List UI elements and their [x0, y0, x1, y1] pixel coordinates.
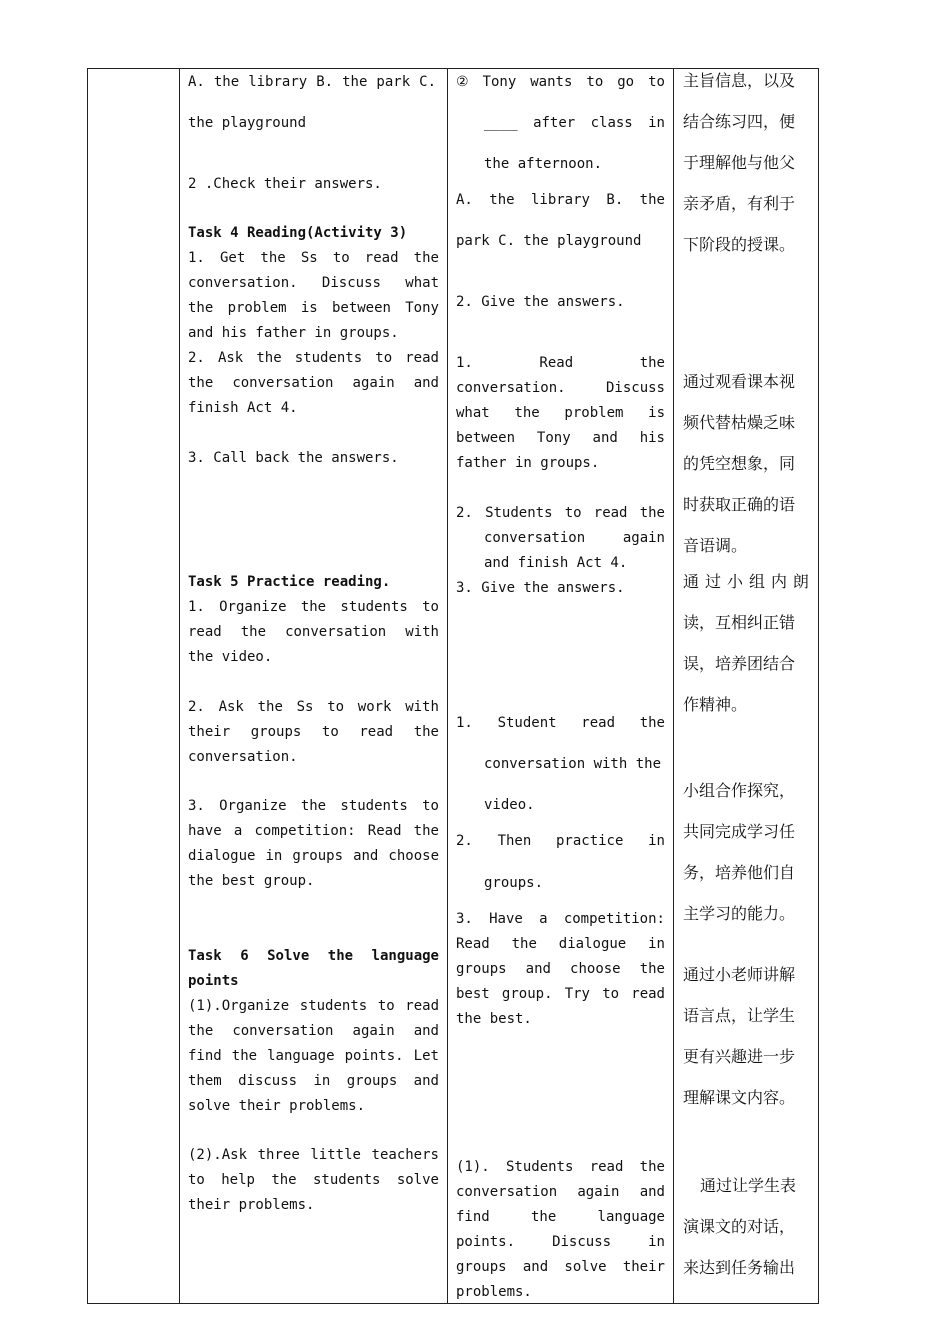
word: in — [648, 1234, 665, 1250]
word: work — [357, 699, 392, 715]
word: again — [622, 530, 665, 546]
word: 3. — [456, 911, 473, 927]
word: the — [271, 1172, 297, 1188]
text-line — [188, 1048, 439, 1064]
word: their — [188, 724, 231, 740]
word: groups — [292, 848, 343, 864]
word: and — [639, 1184, 665, 1200]
word: class — [590, 115, 633, 131]
text-line — [456, 405, 665, 421]
text-line — [456, 961, 665, 977]
word: to — [332, 250, 350, 266]
text-line: father in groups. — [456, 455, 600, 471]
word: have — [188, 823, 222, 839]
word: C. — [419, 74, 436, 90]
word: Read — [539, 355, 574, 371]
text-line — [683, 572, 809, 592]
text-line: 3. Give the answers. — [456, 580, 625, 596]
word: and — [413, 1023, 439, 1039]
word: choose — [388, 848, 439, 864]
text-line: 主学习的能力。 — [683, 904, 796, 923]
word: help — [221, 1172, 255, 1188]
word: what — [405, 275, 439, 291]
word: groups — [456, 961, 507, 977]
text-line: the best group. — [188, 873, 315, 889]
word: best — [456, 986, 490, 1002]
word: discuss — [238, 1073, 298, 1089]
word: the — [213, 74, 240, 90]
word: again — [577, 1184, 620, 1200]
text-line: 音语调。 — [683, 536, 748, 555]
text-line: solve their problems. — [188, 1098, 366, 1114]
text-line: 务，培养他们自 — [683, 863, 796, 882]
word: the — [240, 624, 267, 640]
word: the — [188, 300, 214, 316]
word: to — [422, 599, 439, 615]
text-line: 共同完成学习任 — [683, 822, 796, 841]
word: to — [648, 74, 665, 90]
text-line — [188, 275, 439, 291]
word: points. — [344, 1048, 404, 1064]
word: Ss — [296, 699, 314, 715]
text-line — [456, 936, 665, 952]
word: 1. — [188, 250, 205, 266]
word: Let — [413, 1048, 439, 1064]
word: students — [299, 998, 368, 1014]
text-line: 通过小老师讲解 — [683, 965, 796, 984]
word: 2. — [456, 833, 473, 849]
text-line: 小组合作探究， — [683, 781, 796, 800]
word: 内 — [770, 572, 787, 591]
word: students — [340, 798, 408, 814]
text-line — [456, 380, 665, 396]
text-line: 2. Give the answers. — [456, 294, 625, 310]
word: a — [233, 823, 243, 839]
word: their — [622, 1259, 665, 1275]
text-line: the afternoon. — [484, 156, 603, 172]
word: 朗 — [792, 572, 809, 591]
table-bottom-border — [87, 1303, 819, 1304]
word: the — [489, 192, 515, 208]
word: dialogue — [558, 936, 627, 952]
word: B. — [316, 74, 334, 90]
word: teachers — [371, 1147, 439, 1163]
word: 2. — [188, 350, 205, 366]
text-line — [456, 430, 665, 446]
word: the — [231, 1048, 258, 1064]
word: the — [300, 599, 327, 615]
word: the — [327, 948, 354, 964]
text-line — [188, 74, 436, 90]
word: conversation. — [188, 275, 298, 291]
text-line: the best. — [456, 1011, 532, 1027]
text-line: 于理解他与他父 — [683, 153, 796, 172]
text-line — [188, 823, 439, 839]
text-line: 2 .Check their answers. — [188, 176, 382, 192]
word: Student — [497, 715, 557, 731]
text-line: 通过观看课本视 — [683, 372, 796, 391]
word: 组 — [748, 572, 765, 591]
word: students — [340, 599, 408, 615]
text-line: the playground — [188, 115, 307, 131]
word: to — [327, 699, 345, 715]
word: library — [530, 192, 590, 208]
text-line: conversation with the — [484, 756, 662, 772]
word: Ask — [217, 350, 244, 366]
text-line — [188, 350, 439, 366]
word: Then — [497, 833, 532, 849]
word: Discuss — [605, 380, 665, 396]
word: language — [371, 948, 439, 964]
text-line — [456, 505, 665, 521]
word: Have — [489, 911, 523, 927]
text-line: 的凭空想象，同 — [683, 454, 796, 473]
text-line — [456, 1184, 665, 1200]
word: conversation — [484, 530, 586, 546]
word: to — [586, 74, 604, 90]
word: the — [514, 405, 540, 421]
word: and — [592, 430, 618, 446]
word: language — [267, 1048, 335, 1064]
word: the — [342, 74, 368, 90]
word: 1. — [456, 715, 473, 731]
word: A. — [188, 74, 205, 90]
word: students — [313, 1172, 381, 1188]
text-line: park C. the playground — [456, 233, 642, 249]
word: what — [456, 405, 490, 421]
task-6-heading — [188, 948, 439, 964]
text-line — [188, 848, 439, 864]
word: problem — [564, 405, 624, 421]
word: to — [321, 724, 339, 740]
word: Ask — [218, 699, 244, 715]
word: language — [597, 1209, 665, 1225]
word: to — [602, 986, 620, 1002]
text-line: video. — [484, 797, 535, 813]
word: Organize — [219, 599, 287, 615]
word: 过 — [704, 572, 721, 591]
word: the — [511, 936, 537, 952]
word: in — [648, 936, 665, 952]
text-line: finish Act 4. — [188, 400, 298, 416]
word: the — [530, 1209, 557, 1225]
word: after — [533, 115, 576, 131]
text-line: 3. Call back the answers. — [188, 450, 399, 466]
word: Tony — [482, 74, 517, 90]
text-line — [456, 715, 665, 731]
word: students — [294, 350, 363, 366]
text-line — [188, 724, 439, 740]
word: 3. — [188, 798, 205, 814]
word: problem — [227, 300, 287, 316]
word: ____ — [484, 115, 518, 131]
word: the — [260, 250, 286, 266]
word: conversation — [232, 1023, 334, 1039]
text-line: 结合练习四，便 — [683, 112, 796, 131]
text-line — [188, 250, 439, 266]
word: with — [405, 699, 439, 715]
text-line — [484, 530, 665, 546]
word: group. — [501, 986, 553, 1002]
task-4-heading: Task 4 Reading(Activity 3) — [188, 225, 408, 241]
word: dialogue — [188, 848, 256, 864]
word: little — [310, 1147, 361, 1163]
word: again — [352, 375, 395, 391]
text-line: 语言点，让学生 — [683, 1006, 796, 1025]
text-line — [456, 1259, 665, 1275]
word: 1. — [456, 355, 473, 371]
word: the — [300, 798, 327, 814]
word: library — [248, 74, 308, 90]
text-line — [188, 599, 439, 615]
word: 6 — [240, 948, 249, 964]
word: 2. — [456, 505, 473, 521]
text-line — [188, 624, 439, 640]
word: find — [456, 1209, 490, 1225]
word: Read — [367, 823, 402, 839]
word: in — [648, 115, 665, 131]
word: Solve — [267, 948, 310, 964]
word: Students — [485, 505, 553, 521]
word: in — [648, 833, 665, 849]
word: the — [413, 250, 439, 266]
word: go — [617, 74, 635, 90]
word: and — [413, 375, 439, 391]
word: conversation. — [456, 380, 566, 396]
word: three — [257, 1147, 300, 1163]
text-line — [188, 1073, 439, 1089]
word: Discuss — [552, 1234, 612, 1250]
word: the — [413, 724, 439, 740]
word: and — [522, 1259, 549, 1275]
column-divider-3 — [673, 68, 674, 1304]
word: to — [188, 1172, 205, 1188]
word: Discuss — [321, 275, 381, 291]
word: read — [188, 624, 222, 640]
word: A. — [456, 192, 473, 208]
text-line — [188, 1172, 439, 1188]
word: read — [359, 724, 394, 740]
word: ② — [456, 74, 469, 90]
word: the — [639, 961, 665, 977]
word: read — [631, 986, 665, 1002]
text-line: 更有兴趣进一步 — [683, 1047, 796, 1066]
word: the — [639, 1159, 665, 1175]
text-line — [456, 986, 665, 1002]
word: groups — [250, 724, 302, 740]
word: Tony — [536, 430, 571, 446]
text-line: 下阶段的授课。 — [683, 235, 796, 254]
word: Get — [219, 250, 246, 266]
word: the — [188, 375, 214, 391]
task-6-heading-cont: points — [188, 973, 239, 989]
teacher-activities-cell — [188, 69, 440, 1303]
text-line — [456, 1159, 665, 1175]
text-line — [456, 74, 665, 90]
column-divider-2 — [447, 68, 448, 1304]
stage-column-cell — [88, 69, 178, 1303]
word: conversation — [232, 375, 334, 391]
word: with — [405, 624, 439, 640]
word: B. — [606, 192, 624, 208]
word: park — [376, 74, 411, 90]
text-line: 频代替枯燥乏味 — [683, 413, 796, 432]
text-line: conversation. — [188, 749, 298, 765]
word: groups — [456, 1259, 507, 1275]
word: solve — [396, 1172, 439, 1188]
word: choose — [570, 961, 621, 977]
word: 1. — [188, 599, 205, 615]
text-line — [188, 1147, 439, 1163]
word: them — [188, 1073, 222, 1089]
word: points. — [456, 1234, 516, 1250]
text-line — [484, 115, 665, 131]
word: (1).Organize — [188, 998, 290, 1014]
word: to — [375, 350, 393, 366]
text-line: 通过让学生表 — [700, 1176, 797, 1195]
word: and — [525, 961, 551, 977]
table-right-border — [818, 68, 819, 1304]
task-5-heading: Task 5 Practice reading. — [188, 574, 391, 590]
word: the — [639, 715, 665, 731]
text-line — [456, 1209, 665, 1225]
word: Ss — [300, 250, 318, 266]
word: solve — [564, 1259, 607, 1275]
text-line: problems. — [456, 1284, 532, 1300]
text-line — [456, 355, 665, 371]
word: Tony — [405, 300, 439, 316]
word: the — [257, 699, 283, 715]
word: competition: — [563, 911, 665, 927]
text-line: and finish Act 4. — [484, 555, 628, 571]
text-line: 主旨信息，以及 — [683, 71, 796, 90]
word: conversation — [285, 624, 387, 640]
text-line: 时获取正确的语 — [683, 495, 796, 514]
word: is — [648, 405, 665, 421]
word: wants — [530, 74, 573, 90]
word: Try — [564, 986, 590, 1002]
design-intention-cell — [683, 69, 813, 1303]
student-activities-cell — [456, 69, 668, 1303]
word: between — [331, 300, 391, 316]
word: is — [300, 300, 318, 316]
word: to — [377, 998, 395, 1014]
text-line: and his father in groups. — [188, 325, 399, 341]
word: (2).Ask — [188, 1147, 248, 1163]
word: the — [639, 192, 665, 208]
word: competition: — [254, 823, 356, 839]
word: in — [265, 848, 283, 864]
text-line — [188, 375, 439, 391]
word: 2. — [188, 699, 205, 715]
word: 小 — [726, 572, 743, 591]
word: and — [353, 848, 379, 864]
word: to — [564, 505, 582, 521]
word: to — [422, 798, 439, 814]
word: read — [593, 505, 628, 521]
text-line — [188, 300, 439, 316]
word: his — [639, 430, 665, 446]
text-line: 理解课文内容。 — [683, 1088, 796, 1107]
word: the — [256, 350, 282, 366]
word: the — [639, 355, 665, 371]
text-line — [456, 1234, 665, 1250]
word: the — [188, 1023, 214, 1039]
word: between — [456, 430, 516, 446]
text-line: 读，互相纠正错 — [683, 613, 796, 632]
word: find — [188, 1048, 222, 1064]
word: again — [352, 1023, 395, 1039]
word: groups — [346, 1073, 398, 1089]
word: in — [313, 1073, 331, 1089]
text-line: 来达到任务输出 — [683, 1258, 796, 1277]
word: a — [539, 911, 548, 927]
text-line: their problems. — [188, 1197, 315, 1213]
text-line — [188, 1023, 439, 1039]
text-line: 演课文的对话， — [683, 1217, 796, 1236]
text-line: 亲矛盾，有利于 — [683, 194, 796, 213]
word: and — [413, 1073, 439, 1089]
word: Organize — [219, 798, 287, 814]
word: read — [589, 1159, 624, 1175]
text-line — [188, 998, 439, 1014]
word: read — [405, 350, 439, 366]
word: read — [581, 715, 615, 731]
column-divider-1 — [179, 68, 180, 1304]
text-line — [188, 699, 439, 715]
text-line: 误，培养团结合 — [683, 654, 796, 673]
text-line: groups. — [484, 875, 544, 891]
word: (1). — [456, 1159, 490, 1175]
text-line — [188, 798, 439, 814]
word: Task — [188, 948, 222, 964]
word: read — [405, 998, 439, 1014]
text-line — [456, 192, 665, 208]
word: conversation — [456, 1184, 558, 1200]
word: practice — [555, 833, 624, 849]
text-line — [456, 833, 665, 849]
word: 通 — [683, 572, 700, 591]
word: Read — [456, 936, 490, 952]
word: the — [413, 823, 439, 839]
text-line — [456, 911, 665, 927]
word: read — [364, 250, 399, 266]
text-line: 作精神。 — [683, 695, 748, 714]
word: Students — [505, 1159, 574, 1175]
word: the — [639, 505, 665, 521]
text-line: the video. — [188, 649, 273, 665]
